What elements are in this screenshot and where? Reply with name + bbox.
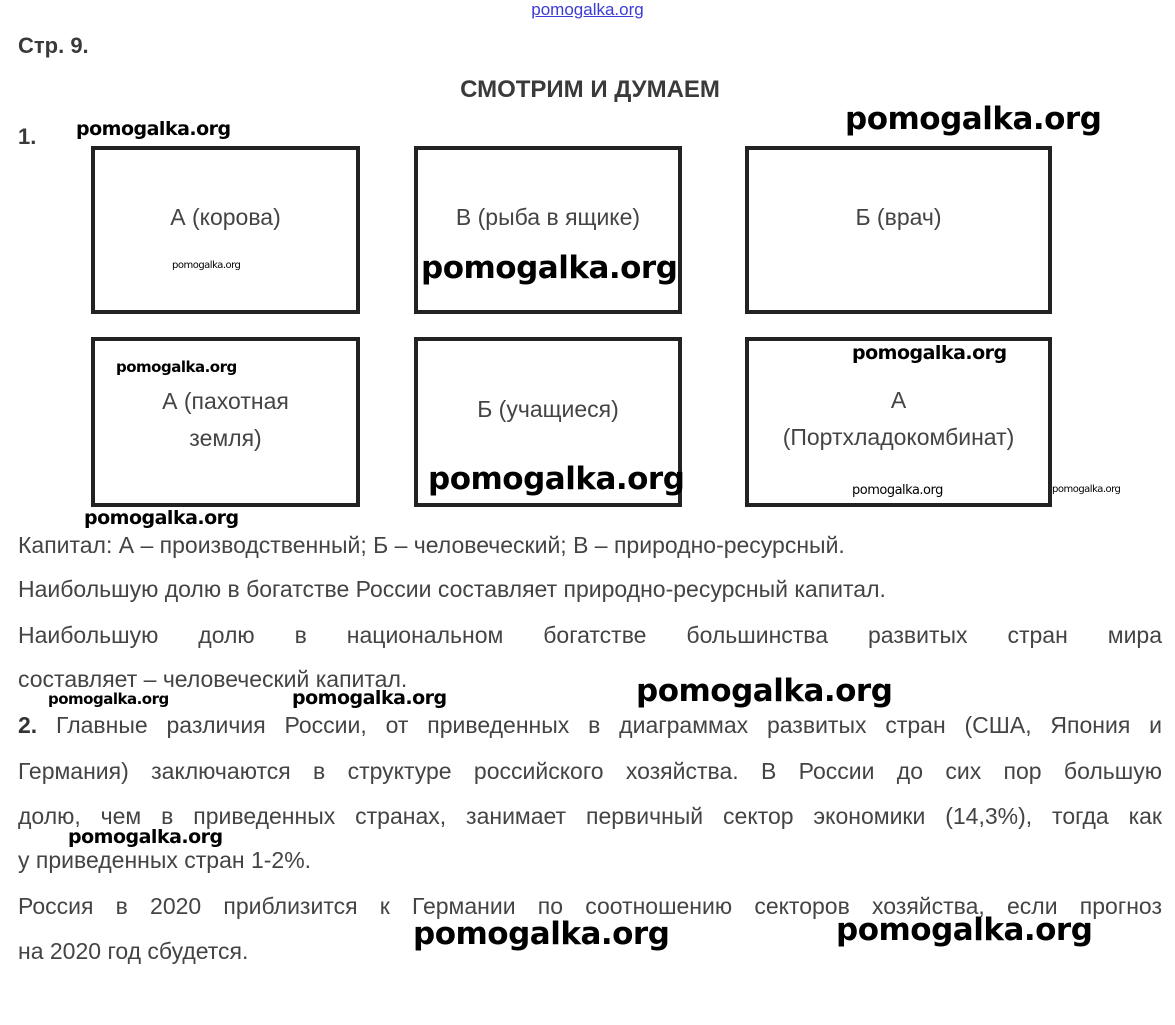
watermark: pomogalka.org — [48, 690, 169, 708]
watermark: pomogalka.org — [836, 912, 1093, 948]
answer-box-label: Б (врач) — [855, 203, 942, 230]
answer-box-label: Б (учащиеся) — [477, 395, 619, 422]
task-2-paragraph-line1 — [18, 703, 1162, 748]
watermark: pomogalka.org — [421, 250, 678, 286]
task-2-number: 2. — [18, 712, 38, 738]
answer-box-label: А (пахотная — [162, 388, 289, 414]
task-2-forecast-line1: Россия в 2020 приблизится к Германии по соотношению секторов хозяйства, если прогноз — [18, 893, 1162, 919]
answer-box — [745, 146, 1052, 314]
watermark: pomogalka.org — [68, 826, 223, 848]
answer-box-label: В (рыба в ящике) — [455, 203, 641, 230]
site-link[interactable]: pomogalka.org — [531, 0, 644, 19]
task-1-number: 1. — [18, 124, 37, 149]
answer-box-label: А (корова) — [170, 203, 281, 230]
watermark: pomogalka.org — [172, 260, 241, 271]
watermark: pomogalka.org — [852, 483, 943, 498]
russia-capital-text: Наибольшую долю в богатстве России составляет природно-ресурсный капитал. — [18, 576, 886, 602]
section-heading: СМОТРИМ И ДУМАЕМ — [460, 76, 720, 103]
task-2-text: Главные различия России, от приведенных в диаграммах развитых стран (США, Япония и — [56, 712, 1162, 738]
developed-capital-text-line2: составляет – человеческий капитал. — [18, 666, 408, 692]
answer-box — [414, 146, 682, 314]
watermark: pomogalka.org — [845, 101, 1102, 137]
task-2-forecast-line2: на 2020 год сбудется. — [18, 938, 249, 964]
page-reference: Стр. 9. — [18, 33, 89, 58]
watermark: pomogalka.org — [636, 673, 893, 709]
answer-box-label: земля) — [189, 425, 262, 451]
watermark: pomogalka.org — [292, 687, 447, 709]
task-2-paragraph-line2: Германия) заключаются в структуре российского хозяйства. В России до сих пор большую — [18, 758, 1162, 784]
capital-text: Капитал: А – производственный; Б – человеческий; В – природно-ресурсный. — [18, 532, 845, 558]
answer-box-label: А — [890, 387, 907, 413]
answer-box — [91, 146, 360, 314]
watermark: pomogalka.org — [428, 461, 685, 497]
watermark: pomogalka.org — [1052, 484, 1121, 495]
answer-box-label: (Портхладокомбинат) — [782, 424, 1015, 450]
watermark: pomogalka.org — [852, 342, 1007, 364]
developed-capital-text-line1: Наибольшую долю в национальном богатстве большинства развитых стран мира — [18, 622, 1162, 648]
watermark: pomogalka.org — [116, 358, 237, 376]
watermark: pomogalka.org — [84, 507, 239, 529]
watermark: pomogalka.org — [76, 118, 231, 140]
watermark: pomogalka.org — [413, 916, 670, 952]
task-2-paragraph-line4: у приведенных стран 1-2%. — [18, 847, 312, 873]
task-2-paragraph-line3: долю, чем в приведенных странах, занимает первичный сектор экономики (14,3%), тогда как — [18, 803, 1162, 829]
